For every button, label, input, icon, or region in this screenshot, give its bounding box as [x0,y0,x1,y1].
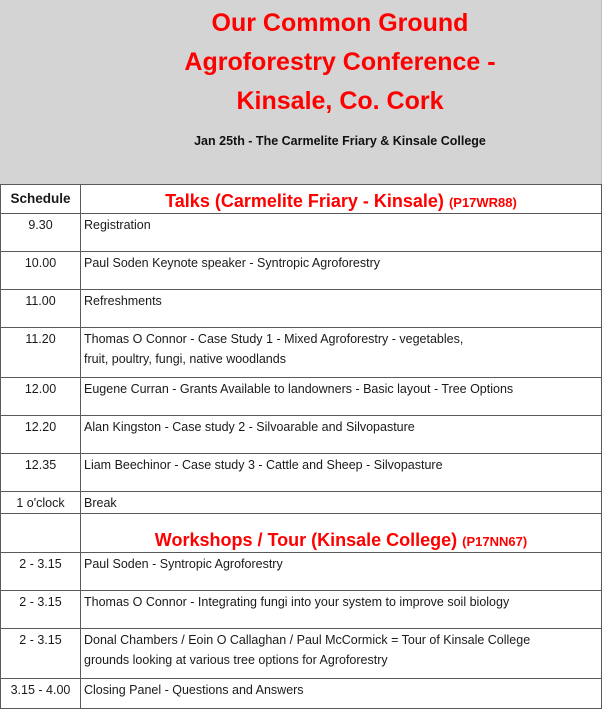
activity-cell [81,629,602,679]
time-cell: 1 o'clock [1,492,81,514]
activity-line-1: Donal Chambers / Eoin O Callaghan / Paul McCormick = Tour of Kinsale College [84,633,531,647]
table-row [1,378,602,416]
time-cell: 2 - 3.15 [1,591,81,629]
date-venue-subtitle: Jan 25th - The Carmelite Friary & Kinsale College [194,134,486,148]
activity-line-1: Thomas O Connor - Case Study 1 - Mixed Agroforestry - vegetables, [84,332,464,346]
table-row [1,454,602,492]
table-row [1,591,602,629]
activity-cell: Thomas O Connor - Integrating fungi into your system to improve soil biology [81,591,602,629]
table-row [1,679,602,709]
activity-cell: Alan Kingston - Case study 2 - Silvoarable and Silvopasture [81,416,602,454]
activity-line-2: grounds looking at various tree options for Agroforestry [84,653,388,667]
activity-line-2: fruit, poultry, fungi, native woodlands [84,352,286,366]
activity-cell: Refreshments [81,290,602,328]
title-line-1: Our Common Ground [211,9,469,37]
activity-cell: Liam Beechinor - Case study 3 - Cattle and Sheep - Silvopasture [81,454,602,492]
time-cell: 9.30 [1,214,81,252]
time-cell: 3.15 - 4.00 [1,679,81,709]
schedule-column-header: Schedule [1,185,81,214]
time-cell: 12.20 [1,416,81,454]
talks-eircode: (P17WR88) [448,195,517,210]
activity-cell [81,328,602,378]
table-row [1,553,602,591]
workshops-header-row [1,514,602,553]
empty-cell [1,514,81,553]
schedule-table [0,184,602,709]
time-cell: 11.20 [1,328,81,378]
title-line-2: Agroforestry Conference - [184,48,496,76]
activity-cell: Closing Panel - Questions and Answers [81,679,602,709]
activity-cell: Paul Soden - Syntropic Agroforestry [81,553,602,591]
conference-title [0,4,602,121]
time-cell: 10.00 [1,252,81,290]
workshops-section-title [81,514,602,553]
table-row [1,416,602,454]
table-row [1,252,602,290]
table-row [1,290,602,328]
time-cell: 12.00 [1,378,81,416]
header-banner [0,0,602,184]
table-row [1,492,602,514]
talks-header-row [1,185,602,214]
activity-cell: Paul Soden Keynote speaker - Syntropic Agroforestry [81,252,602,290]
talks-section-name: Talks (Carmelite Friary - Kinsale) [165,191,444,211]
workshops-eircode: (P17NN67) [462,534,528,549]
time-cell: 12.35 [1,454,81,492]
time-cell: 2 - 3.15 [1,553,81,591]
table-row [1,328,602,378]
time-cell: 2 - 3.15 [1,629,81,679]
activity-cell: Registration [81,214,602,252]
time-cell: 11.00 [1,290,81,328]
table-row [1,629,602,679]
title-line-3: Kinsale, Co. Cork [236,87,444,115]
table-row [1,214,602,252]
activity-cell: Break [81,492,602,514]
activity-cell: Eugene Curran - Grants Available to landowners - Basic layout - Tree Options [81,378,602,416]
talks-section-title [81,185,602,214]
workshops-section-name: Workshops / Tour (Kinsale College) [154,530,458,550]
